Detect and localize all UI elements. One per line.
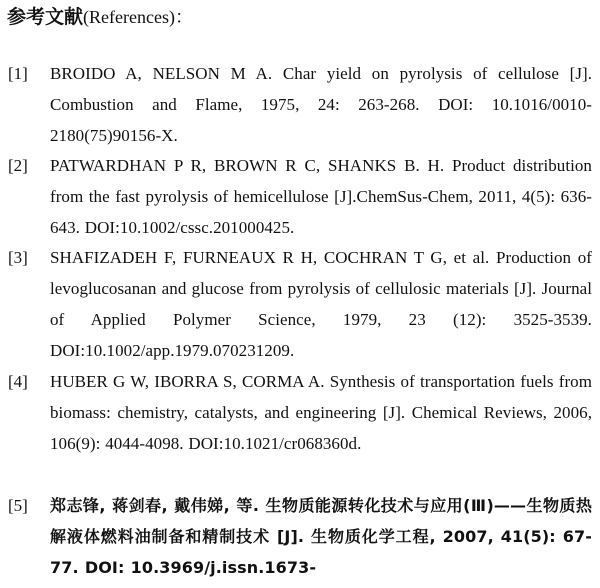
references-heading [7, 4, 193, 30]
reference-number: [5] [8, 496, 28, 515]
references-heading-cn: 参考文献 [7, 6, 84, 28]
reference-text: SHAFIZADEH F, FURNEAUX R H, COCHRAN T G, et al. Production of levoglucosanan and glucose from pyrolysis of cellulosic materials [J]. Journal of Applied Polymer Science, 1979, 23 (12): 3525-3539. DOI:10.1002/app.1979.070231209. [50, 248, 592, 360]
reference-text: 郑志锋, 蒋剑春, 戴伟娣, 等. 生物质能源转化技术与应用(Ⅲ)——生物质热解液体燃料油制备和精制技术 [J]. 生物质化学工程, 2007, 41(5): 67-77. DOI: 10.3969/j.issn.1673- [50, 496, 592, 577]
reference-number: [4] [8, 372, 28, 391]
reference-text: HUBER G W, IBORRA S, CORMA A. Synthesis of transportation fuels from biomass: chemistry, catalysts, and engineering [J]. Chemical Reviews, 2006, 106(9): 4044-4098. DOI:10.1021/cr068360d. [50, 372, 592, 453]
reference-text: BROIDO A, NELSON M A. Char yield on pyrolysis of cellulose [J]. Combustion and Flame, 1975, 24: 263-268. DOI: 10.1016/0010-2180(75)90156-X. [50, 64, 592, 145]
references-heading-en: (References)： [83, 7, 193, 27]
reference-number: [2] [8, 156, 28, 175]
reference-text: PATWARDHAN P R, BROWN R C, SHANKS B. H. Product distribution from the fast pyrolysis of hemicellulose [J].ChemSus-Chem, 2011, 4(5): 636-643. DOI:10.1002/cssc.201000425. [50, 156, 592, 237]
reference-number: [3] [8, 248, 28, 267]
reference-number: [1] [8, 64, 28, 83]
